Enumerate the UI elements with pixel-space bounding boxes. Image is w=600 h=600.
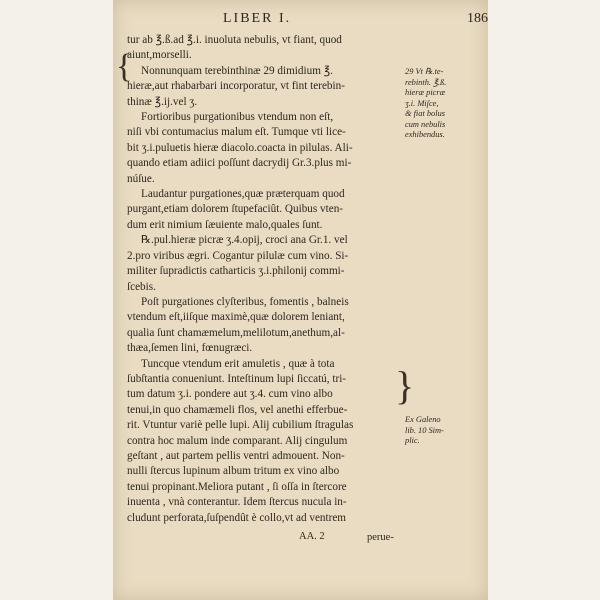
margin-note-line: hieræ picræ <box>405 88 446 97</box>
text-line: hieræ,aut rhabarbari incorporatur, vt fint terebin- <box>127 80 345 93</box>
text-line: thinæ ℥.ij.vel ʒ. <box>127 95 198 108</box>
text-line: tur ab ℥.ß.ad ℥.i. inuoluta nebulis, vt fiant, quod <box>127 34 342 46</box>
running-head: LIBER I. <box>223 11 292 26</box>
margin-note-line: & fiat bolus <box>405 109 446 118</box>
text-line: vtendum eſt,iiſque maximè,quæ dolorem leniant, <box>127 311 345 324</box>
margin-note-line: rebinth. ℥.ß. <box>405 77 447 87</box>
text-line: niſi vbi contumacius malum eſt. Tumque vti lice- <box>127 126 346 139</box>
text-line: ſcebis. <box>127 280 156 293</box>
margin-note-line: 29 Vt ℞.te- <box>405 67 444 76</box>
margin-note-top <box>405 67 483 141</box>
text-line: purgant,etiam dolorem ſtupefaciût. Quibus vten- <box>127 203 344 216</box>
text-line: Fortioribus purgationibus vtendum non eſt, <box>141 111 334 124</box>
text-line: tenui,in quo chamæmeli flos, vel anethi efferbue- <box>127 403 348 416</box>
margin-note-line: lib. 10 Sim- <box>405 425 444 435</box>
text-line: militer ſupradictis catharticis ʒ.i.philonij commi- <box>127 265 345 278</box>
text-line: contra hoc malum inde comparant. Alij cingulum <box>127 434 348 447</box>
text-line: nulli ſtercus lupinum album tritum ex vino albo <box>127 465 340 478</box>
text-line: qualia ſunt chamæmelum,melilotum,anethum,al- <box>127 326 345 339</box>
text-line: 2.pro viribus ægri. Cogantur pilulæ cum vino. Si- <box>127 249 349 262</box>
text-line: quando etiam adiici poſſunt dacrydij Gr.3.plus mi- <box>127 157 352 170</box>
text-line: dum erit nimium ſæuiente malo,quales ſunt. <box>127 218 323 231</box>
margin-note-bottom <box>405 415 483 447</box>
main-text-block <box>127 33 405 526</box>
text-line: núſue. <box>127 172 155 185</box>
signature-mark: AA. 2 <box>299 531 325 542</box>
text-line: Nonnunquam terebinthinæ 29 dimidium ℥. <box>141 64 333 77</box>
margin-note-line: Ex Galeno <box>405 415 441 424</box>
text-line: cludunt perforata,ſuſpendût è collo,vt ad ventrem <box>127 511 347 524</box>
margin-brace-bottom: } <box>395 363 415 408</box>
text-line: thæa,ſemen lini, fœnugræci. <box>127 342 253 355</box>
margin-note-line: cum nebulis <box>405 119 446 129</box>
text-line: tum datum ʒ.i. pondere aut ʒ.4. cum vino albo <box>127 388 333 401</box>
text-line: tenui propinant.Meliora putant , ſi oſſa in ſtercore <box>127 480 347 493</box>
text-line: aiunt,morselli. <box>127 49 192 62</box>
text-line: rit. Vtuntur variè pelle lupi. Alij cubilium ſtragulas <box>127 419 354 432</box>
margin-note-line: ʒ.i. Miſce, <box>405 98 439 108</box>
margin-note-line: plic. <box>405 436 420 445</box>
text-line: Poſt purgationes clyſteribus, fomentis , balneis <box>141 295 349 308</box>
text-line: Laudantur purgationes,quæ præterquam quod <box>141 188 345 201</box>
text-line: bit ʒ.i.puluetis hieræ diacolo.coacta in pilulas. Ali- <box>127 141 353 154</box>
text-line: inuenta , vnà conterantur. Idem ſtercus nucula in- <box>127 496 347 509</box>
page-number: 186 <box>467 11 488 26</box>
catchword: perue- <box>367 532 394 543</box>
text-line: geſtant , aut partem pellis ventri admouent. Non- <box>127 449 345 462</box>
text-line: Tuncque vtendum erit amuletis , quæ à tota <box>141 357 335 370</box>
text-line: ℞.pul.hieræ picræ ʒ.4.opij, croci ana Gr.1. vel <box>141 234 348 247</box>
margin-brace-top: { <box>116 48 133 85</box>
margin-note-line: exhibendus. <box>405 130 445 139</box>
text-line: ſubſtantia conueniunt. Inteſtinum lupi ſiccatú, tri- <box>127 372 347 385</box>
